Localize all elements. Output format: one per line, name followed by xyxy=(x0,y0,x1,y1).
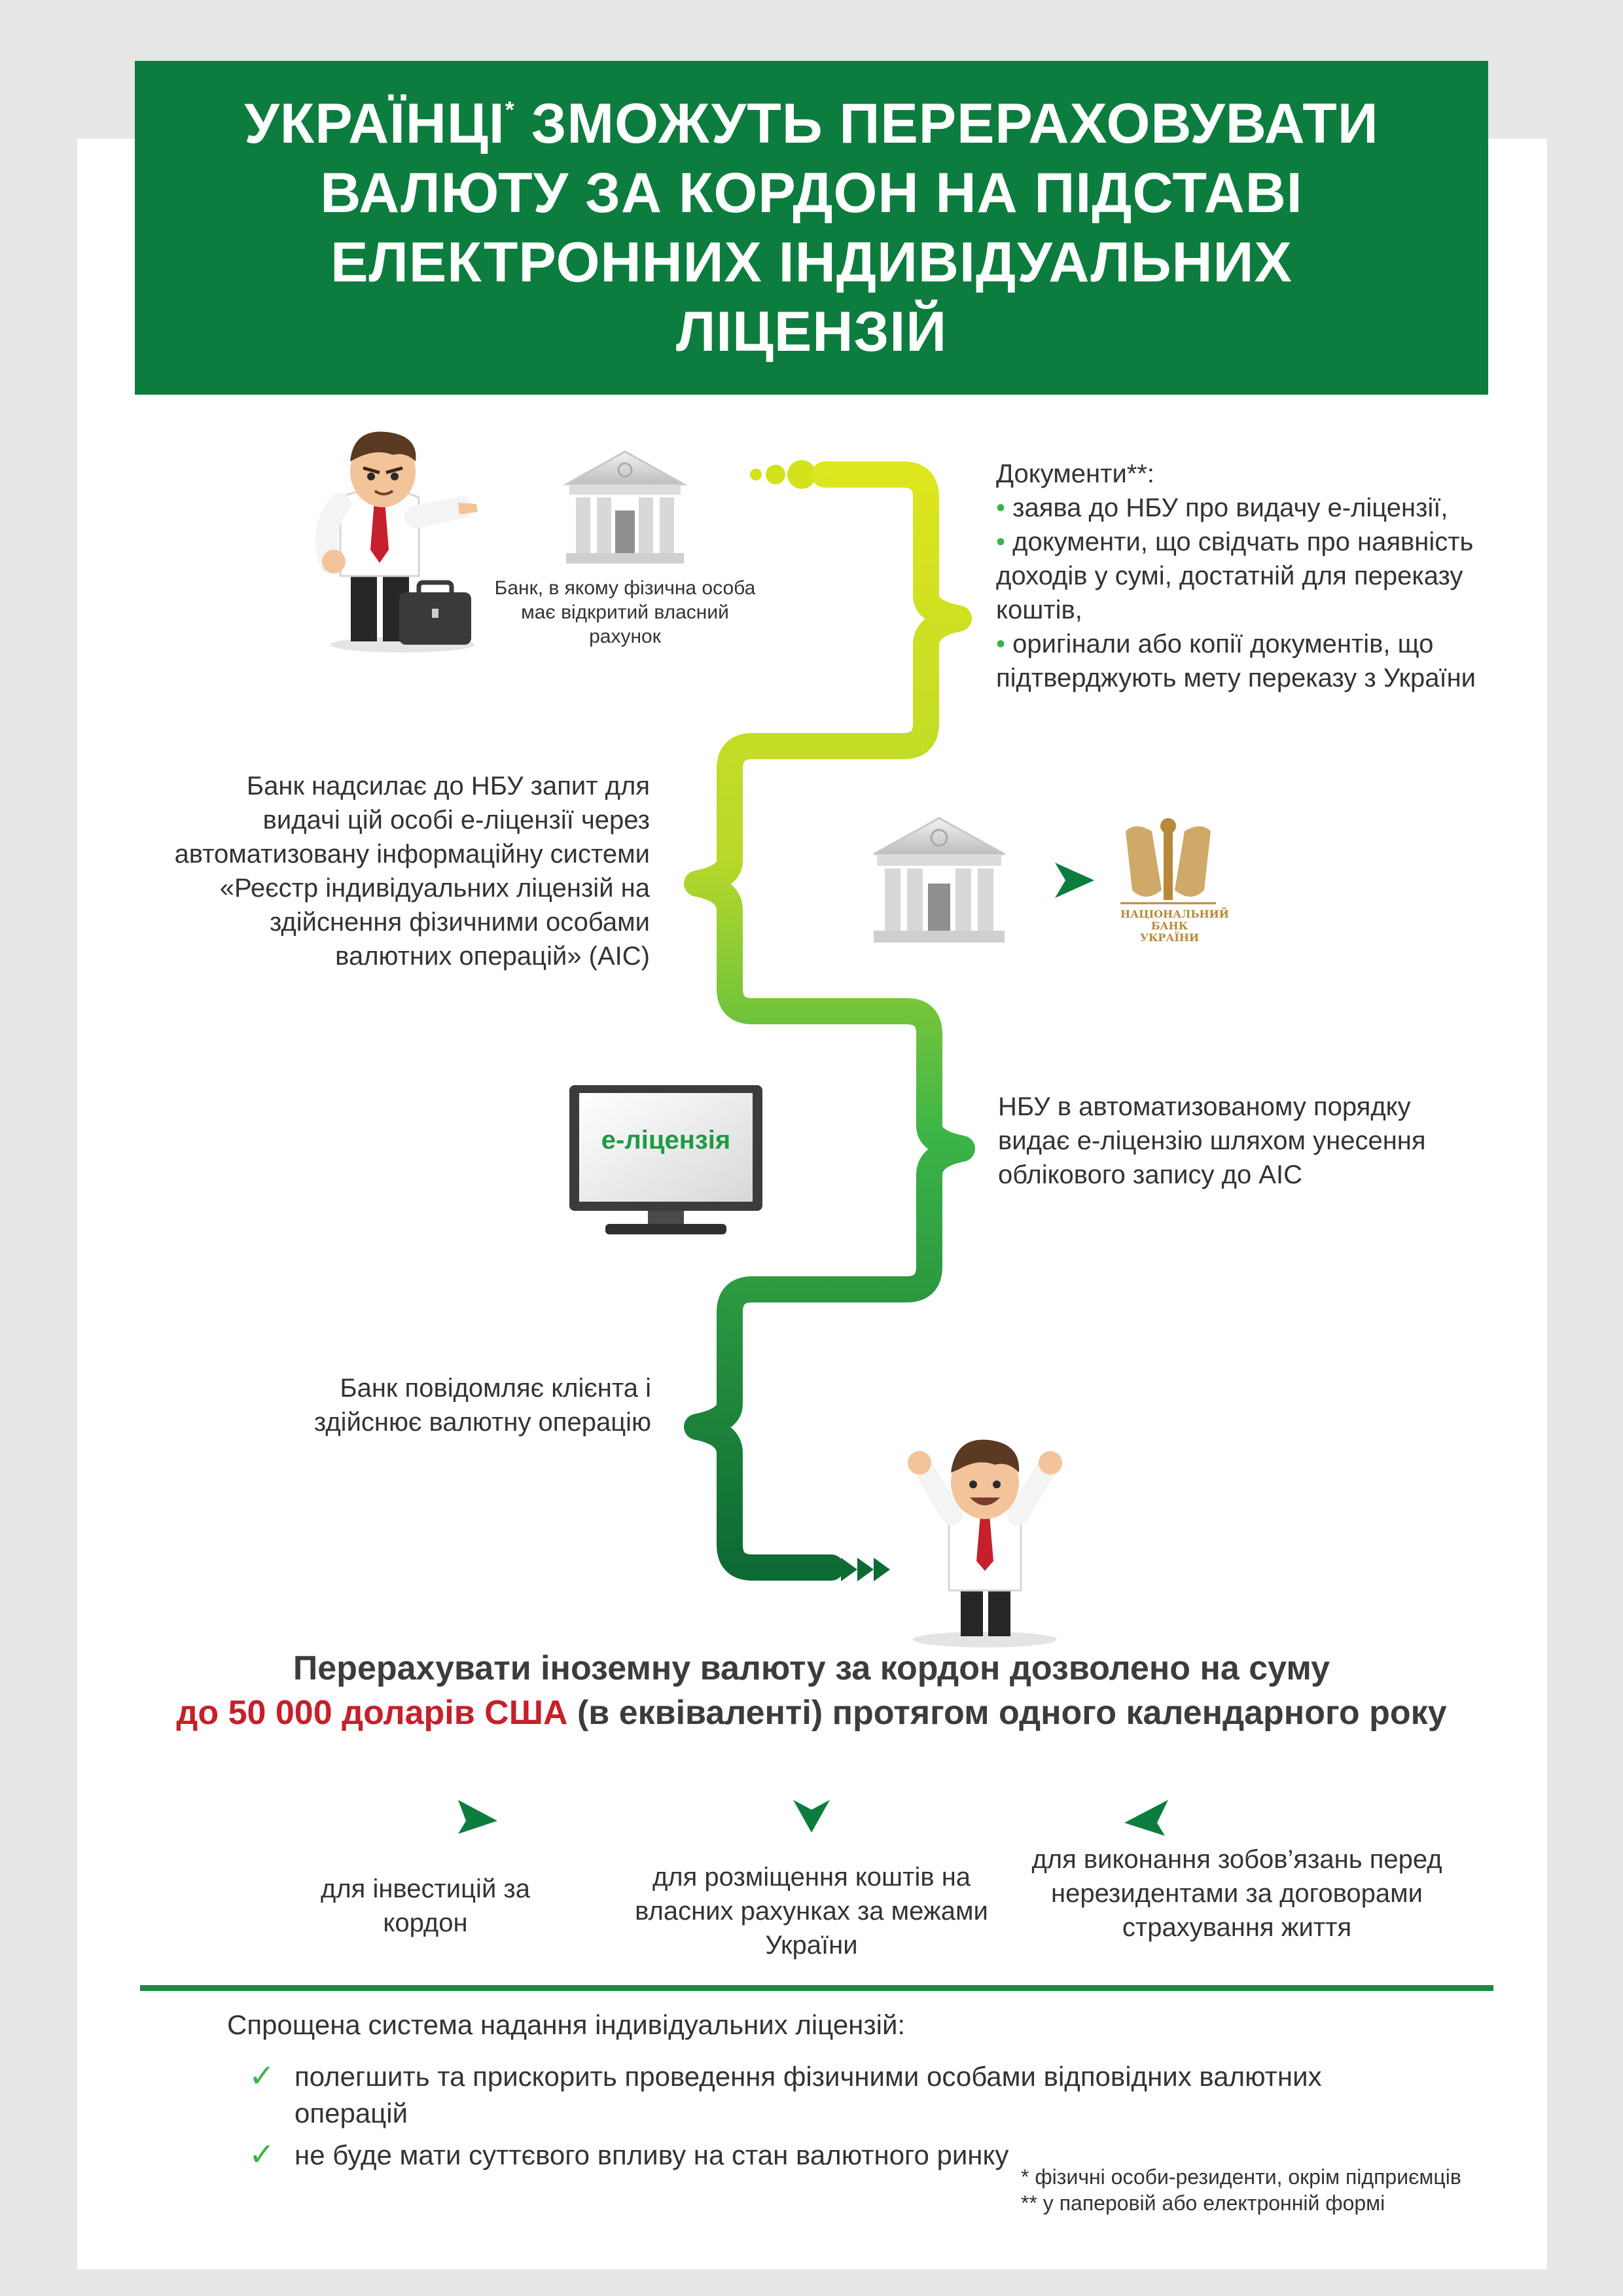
bank-label: Банк, в якому фізична особа має відкритий власний рахунок xyxy=(494,577,756,647)
bank-building-icon xyxy=(566,452,684,564)
benefit-item: ✓ не буде мати суттєвого впливу на стан валютного ринку xyxy=(249,2138,1009,2172)
document-item: • документи, що свідчать про наявність доходів у сумі, достатній для переказу коштів, xyxy=(996,528,1474,624)
purpose-arrow-down-icon xyxy=(793,1800,830,1833)
purpose-arrow-right-icon xyxy=(458,1800,497,1839)
nbu-logo-icon xyxy=(1120,818,1216,903)
monitor-icon xyxy=(569,1085,762,1234)
purpose-item: для інвестицій за кордон xyxy=(321,1874,530,1937)
screen-label: е-ліцензія xyxy=(601,1126,731,1155)
page-title: УКРАЇНЦІ* ЗМОЖУТЬ ПЕРЕРАХОВУВАТИ ВАЛЮТУ ЗА КОРДОН НА ПІДСТАВІ ЕЛЕКТРОННИХ ІНДИВІДУАЛЬНИХ ЛІЦЕНЗІЙ xyxy=(244,92,1379,363)
businessman-pointing-icon xyxy=(322,432,478,653)
purpose-arrow-left-icon xyxy=(1124,1800,1168,1836)
nbu-issue-text: НБУ в автоматизованому порядку видає е-ліцензію шляхом унесення облікового запису до АІС xyxy=(998,1092,1426,1189)
check-icon: ✓ xyxy=(249,2138,276,2172)
check-icon: ✓ xyxy=(249,2059,276,2094)
nbu-logo-text: НАЦІОНАЛЬНИЙ БАНК УКРАЇНИ xyxy=(1120,908,1229,944)
section-divider xyxy=(140,1985,1493,1991)
footnote: * фізичні особи-резиденти, окрім підприємців xyxy=(1021,2165,1461,2189)
bank-request-text: Банк надсилає до НБУ запит для видачі цій особі е-ліцензії через автоматизовану інформаційну системи «Реєстр індивідуальних ліцензій на здійснення фізичними особами валютних операцій» (АІС) xyxy=(174,772,650,971)
documents-title: Документи**: xyxy=(996,459,1155,488)
flow-end-arrows xyxy=(841,1558,890,1581)
bank-notify-text: Банк повідомляє клієнта і здійснює валютну операцію xyxy=(313,1374,651,1437)
documents-block xyxy=(996,457,1493,695)
bank-building-icon xyxy=(874,818,1005,942)
benefits-title: Спрощена система надання індивідуальних ліцензій: xyxy=(227,2009,906,2040)
document-item: • заява до НБУ про видачу е-ліцензії, xyxy=(996,493,1448,522)
document-item: • оригінали або копії документів, що підтверджують мету переказу з України xyxy=(996,630,1476,692)
summary-headline: Перерахувати іноземну валюту за кордон дозволено на суму до 50 000 доларів США (в еквіваленті) протягом одного календарного року xyxy=(176,1649,1447,1732)
flow-start-dots xyxy=(750,460,816,489)
footnote: ** у паперовій або електронній формі xyxy=(1021,2191,1385,2215)
arrow-right-icon xyxy=(1055,863,1094,898)
purpose-item: для розміщення коштів на власних рахунках за межами України xyxy=(635,1863,988,1960)
purpose-item: для виконання зобов’язань перед нерезидентами за договорами страхування життя xyxy=(1031,1845,1442,1942)
happy-businessman-icon xyxy=(908,1440,1062,1647)
benefit-item: ✓ полегшить та прискорить проведення фізичними особами відповідних валютних операцій xyxy=(249,2058,1361,2132)
